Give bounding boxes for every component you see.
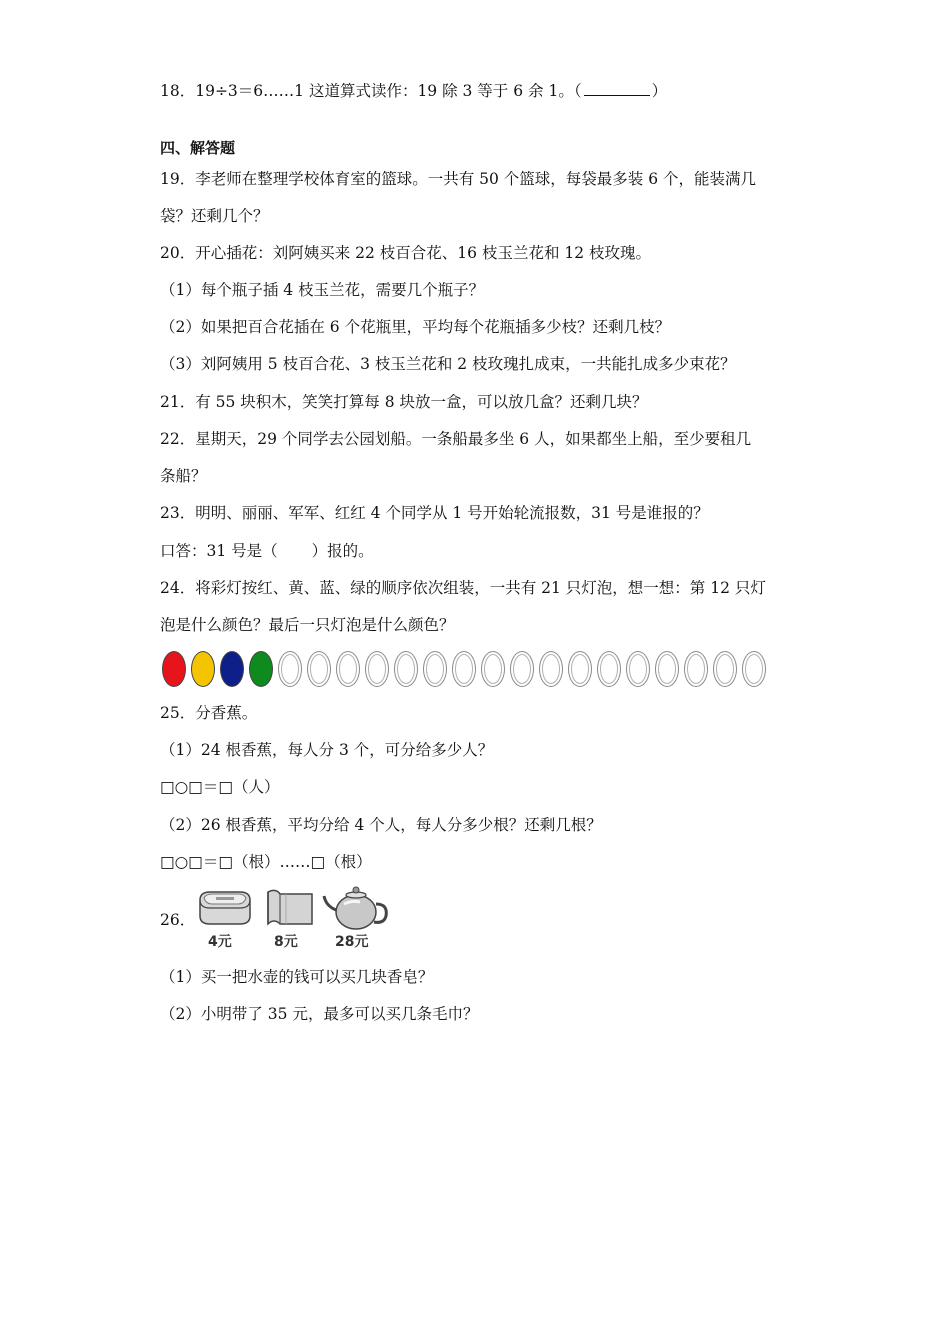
bulb-filled <box>249 651 273 687</box>
towel-icon <box>262 886 318 930</box>
bulb-empty <box>597 651 621 687</box>
question-22-line-2: 条船？ <box>160 467 207 485</box>
question-26-sub-1: （1）买一把水壶的钱可以买几块香皂？ <box>160 968 434 986</box>
question-24-line-1: 24．将彩灯按红、黄、蓝、绿的顺序依次组装，一共有 21 只灯泡，想一想：第 12 只灯 <box>160 579 766 597</box>
bulb-empty <box>452 651 476 687</box>
bulb-empty <box>713 651 737 687</box>
bulb-empty <box>626 651 650 687</box>
bulb-empty <box>655 651 679 687</box>
bulb-empty <box>394 651 418 687</box>
question-26-number: 26． <box>160 911 196 929</box>
bulb-empty <box>510 651 534 687</box>
bulb-empty <box>742 651 766 687</box>
question-19-line-1: 19．李老师在整理学校体育室的篮球。一共有 50 个篮球，每袋最多装 6 个，能装满几 <box>160 170 757 188</box>
bulb-empty <box>278 651 302 687</box>
question-25-stem: 25．分香蕉。 <box>160 704 258 722</box>
bulb-empty <box>336 651 360 687</box>
bulb-row <box>162 651 772 691</box>
towel-price: 8元 <box>274 934 298 950</box>
question-23-line-1: 23．明明、丽丽、军军、红红 4 个同学从 1 号开始轮流报数，31 号是谁报的？ <box>160 504 709 522</box>
answer-blank[interactable] <box>584 81 650 96</box>
question-18-text: 18．19÷3＝6……1 这道算式读作：19 除 3 等于 6 余 1。（ <box>160 82 582 100</box>
bulb-empty <box>684 651 708 687</box>
question-19-line-2: 袋？还剩几个？ <box>160 207 269 225</box>
question-25-formula-1: □○□＝□（人） <box>160 778 280 796</box>
kettle-price: 28元 <box>335 934 369 950</box>
question-18-close: ） <box>651 82 668 100</box>
question-20-stem: 20．开心插花：刘阿姨买来 22 枝百合花、16 枝玉兰花和 12 枝玫瑰。 <box>160 244 652 262</box>
bulb-empty <box>365 651 389 687</box>
question-22-line-1: 22．星期天，29 个同学去公园划船。一条船最多坐 6 人，如果都坐上船，至少要租几 <box>160 430 752 448</box>
bulb-filled <box>162 651 186 687</box>
question-23-answer <box>160 540 374 562</box>
kettle-icon <box>322 884 392 932</box>
soap-icon <box>194 886 256 930</box>
bulb-filled <box>191 651 215 687</box>
bulb-empty <box>307 651 331 687</box>
question-25-formula-2: □○□＝□（根）……□（根） <box>160 853 372 871</box>
soap-price: 4元 <box>208 934 232 950</box>
section-title: 四、解答题 <box>160 139 236 157</box>
question-20-sub-2: （2）如果把百合花插在 6 个花瓶里，平均每个花瓶插多少枝？还剩几枝？ <box>160 318 671 336</box>
bulb-empty <box>481 651 505 687</box>
question-25-sub-1: （1）24 根香蕉，每人分 3 个，可分给多少人？ <box>160 741 494 759</box>
bulb-empty <box>423 651 447 687</box>
question-18 <box>160 80 667 102</box>
bulb-filled <box>220 651 244 687</box>
question-25-sub-2: （2）26 根香蕉，平均分给 4 个人，每人分多少根？还剩几根？ <box>160 816 602 834</box>
question-20-sub-3: （3）刘阿姨用 5 枝百合花、3 枝玉兰花和 2 枝玫瑰扎成束，一共能扎成多少束花？ <box>160 355 736 373</box>
question-23-answer-pre: 口答：31 号是（ <box>160 542 278 560</box>
question-21: 21．有 55 块积木，笑笑打算每 8 块放一盒，可以放几盒？还剩几块？ <box>160 393 648 411</box>
question-20-sub-1: （1）每个瓶子插 4 枝玉兰花，需要几个瓶子？ <box>160 281 485 299</box>
bulb-empty <box>539 651 563 687</box>
bulb-empty <box>568 651 592 687</box>
question-24-line-2: 泡是什么颜色？最后一只灯泡是什么颜色？ <box>160 616 455 634</box>
question-23-answer-post: ）报的。 <box>311 542 374 560</box>
question-26-sub-2: （2）小明带了 35 元，最多可以买几条毛巾？ <box>160 1005 479 1023</box>
